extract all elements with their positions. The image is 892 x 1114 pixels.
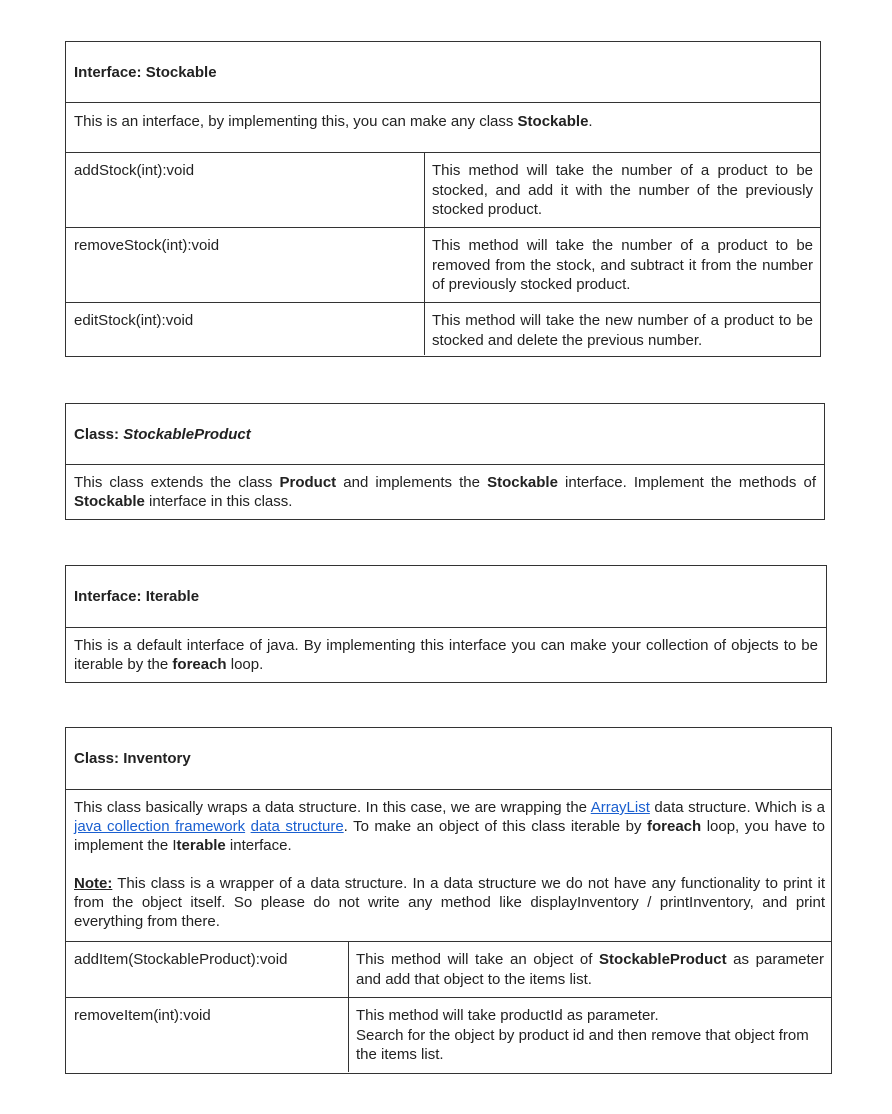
method-name: removeItem(int):void bbox=[66, 998, 349, 1072]
method-row-removeitem bbox=[66, 998, 831, 1072]
inventory-class-table bbox=[65, 727, 832, 1074]
stockable-interface-table bbox=[65, 41, 821, 357]
data-structure-link[interactable]: data structure bbox=[250, 818, 344, 835]
inventory-paragraph: This class basically wraps a data structure. In this case, we are wrapping the ArrayList data structure. Which is a java collection framework data structure. To make an object of this class iterable by foreach loop, you have to implement the Iterable interface. bbox=[74, 799, 826, 854]
method-row-editstock bbox=[66, 303, 820, 355]
iterable-description: This is a default interface of java. By implementing this interface you can make your collection of objects to be iterable by the foreach loop. bbox=[74, 637, 818, 673]
method-row-additem bbox=[66, 942, 831, 998]
method-description: This method will take the number of a product to be stocked, and add it with the number of the previously stocked product. bbox=[432, 162, 813, 218]
method-description: This method will take the number of a product to be removed from the stock, and subtract it from the number of previously stocked product. bbox=[432, 237, 813, 293]
method-name: addItem(StockableProduct):void bbox=[66, 942, 349, 997]
method-description: This method will take the new number of a product to be stocked and delete the previous number. bbox=[432, 312, 813, 349]
iterable-title: Interface: Iterable bbox=[66, 566, 826, 628]
inventory-note: Note: This class is a wrapper of a data structure. In a data structure we do not have any functionality to print it from the object itself. So please do not write any method like displayInventory / printInventory, and print everything from there. bbox=[74, 875, 825, 930]
stockable-product-class-table bbox=[65, 403, 825, 520]
method-row-removestock bbox=[66, 228, 820, 303]
note-label: Note: bbox=[74, 875, 113, 892]
stockable-title: Interface: Stockable bbox=[66, 42, 820, 103]
method-description: This method will take an object of StockableProduct as parameter and add that object to the items list. bbox=[356, 951, 825, 988]
java-collection-framework-link[interactable]: java collection framework bbox=[74, 818, 246, 835]
iterable-interface-table bbox=[65, 565, 827, 683]
method-name: editStock(int):void bbox=[66, 303, 425, 355]
stockable-description: This is an interface, by implementing this, you can make any class Stockable. bbox=[66, 103, 820, 153]
stockable-product-description: This class extends the class Product and implements the Stockable interface. Implement the methods of Stockable interface in this class. bbox=[74, 474, 816, 510]
method-name: addStock(int):void bbox=[66, 153, 425, 227]
stockable-product-title: Class: StockableProduct bbox=[66, 404, 824, 465]
inventory-title: Class: Inventory bbox=[66, 728, 831, 790]
method-description: This method will take productId as parameter. Search for the object by product id and then remove that object from the items list. bbox=[356, 1007, 809, 1063]
arraylist-link[interactable]: ArrayList bbox=[590, 799, 650, 816]
inventory-description bbox=[66, 790, 831, 942]
method-row-addstock bbox=[66, 153, 820, 228]
method-name: removeStock(int):void bbox=[66, 228, 425, 302]
